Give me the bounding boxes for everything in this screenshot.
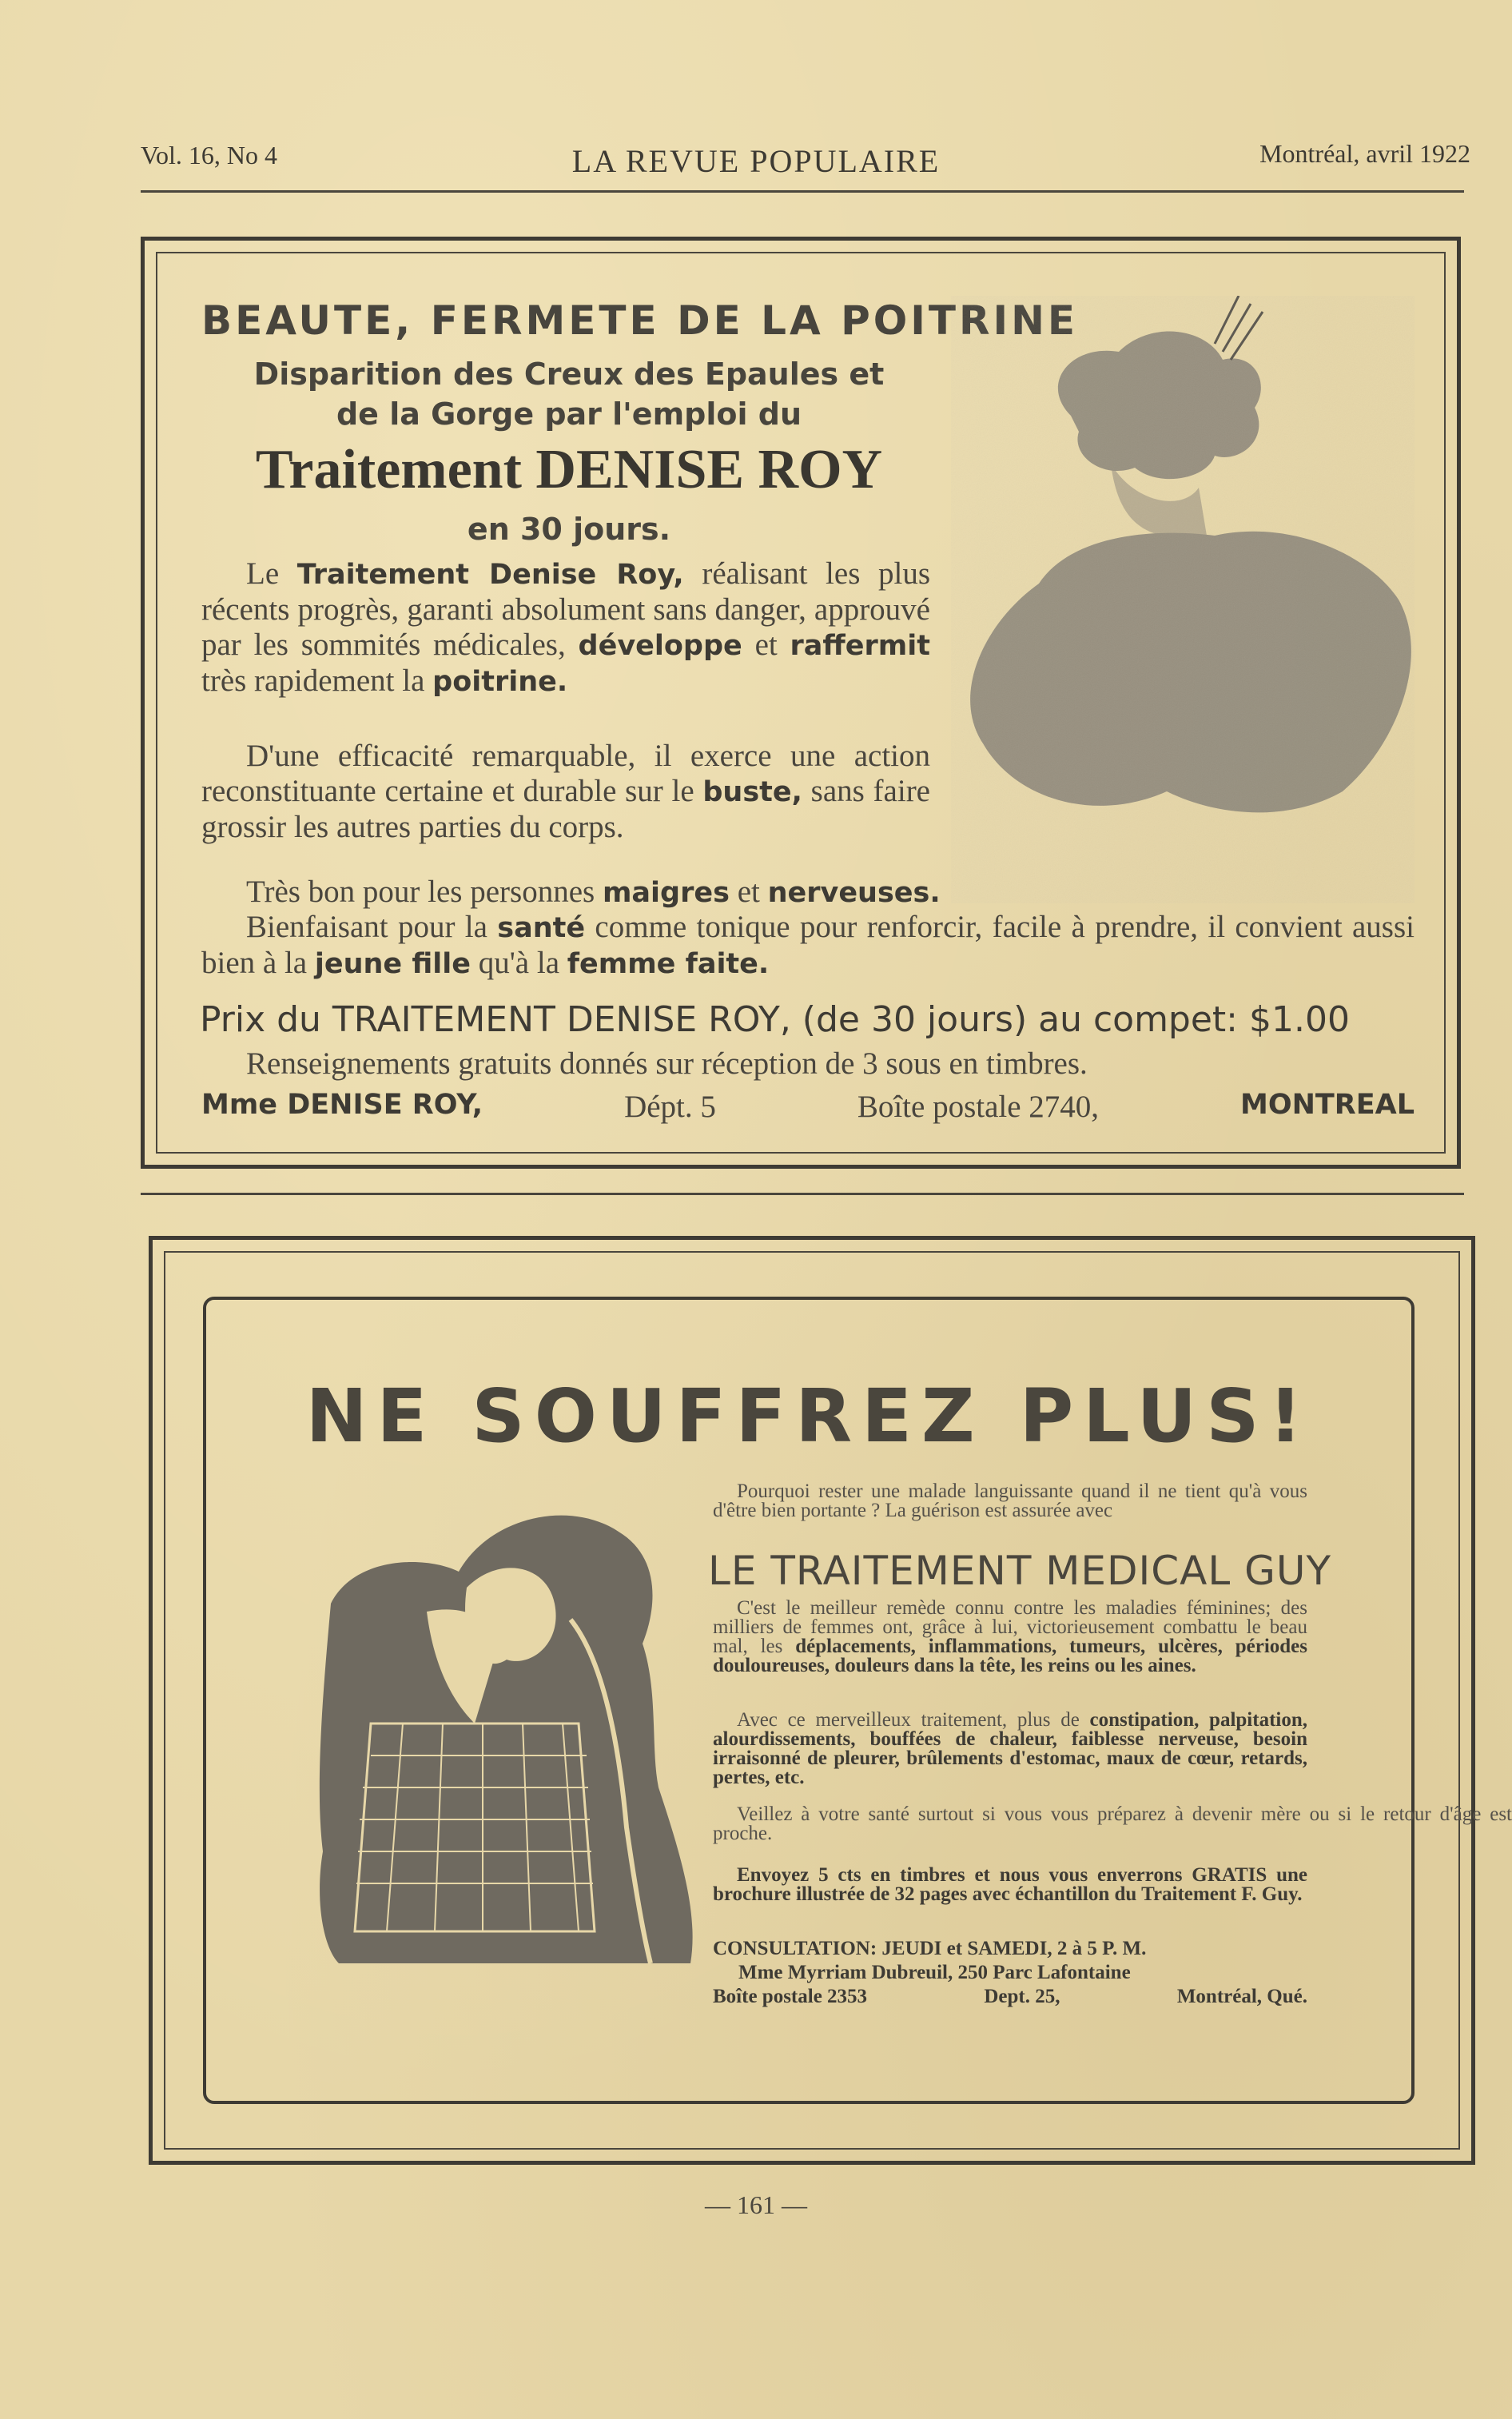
woman-in-chair-illustration <box>307 1484 706 1984</box>
header-rule <box>141 190 1464 193</box>
ad2-address-city: Montréal, Qué. <box>1176 1986 1307 2007</box>
ad1-subhead-line2: de la Gorge par l'emploi du <box>336 397 802 432</box>
page-number: — 161 — <box>705 2190 807 2219</box>
ad2-product-name: LE TRAITEMENT MEDICAL GUY <box>708 1548 1331 1594</box>
ad2-paragraph-1: C'est le meilleur remède connu contre les maladies féminines; des milliers de femmes ont, grâce à lui, victorieusement combattu le beau mal, les déplacements, inflammations, tumeurs, ulcères, périodes douloureuses, douleurs dans la tête, les reins ou les aines. <box>713 1597 1307 1676</box>
ad1-price: Prix du TRAITEMENT DENISE ROY, (de 30 jours) au compet: $1.00 <box>200 999 1350 1040</box>
ad2-paragraph-2: Avec ce merveilleux traitement, plus de constipation, palpitation, alourdissements, bouffées de chaleur, faiblesse nerveuse, besoin irraisonné de pleurer, brûlements d'estomac, maux de cœur, retards, pertes, etc. <box>713 1709 1307 1788</box>
ad1-paragraph-4: Bienfaisant pour la santé comme tonique pour renforcir, facile à prendre, il convient aussi bien à la jeune fille qu'à la femme faite. <box>201 910 1415 980</box>
section-rule <box>141 1193 1464 1195</box>
ad2-address <box>713 1986 1307 2008</box>
ad2-headline: NE SOUFFREZ PLUS! <box>305 1373 1312 1459</box>
ad1-address-dept: Dépt. 5 <box>624 1090 716 1124</box>
ad2-address-name: Mme Myrriam Dubreuil, 250 Parc Lafontaine <box>738 1962 1131 1983</box>
ad2-consultation-hours: CONSULTATION: JEUDI et SAMEDI, 2 à 5 P. M. <box>713 1938 1147 1959</box>
ad1-duration: en 30 jours. <box>467 512 671 547</box>
ad2-address-box: Boîte postale 2353 <box>713 1986 868 2007</box>
ad1-info-line: Renseignements gratuits donnés sur réception de 3 sous en timbres. <box>246 1046 1088 1081</box>
ad1-paragraph-2: D'une efficacité remarquable, il exerce une action reconstituante certaine et durable sur le buste, sans faire grossir les autres parties du corps. <box>201 739 930 844</box>
magazine-title: LA REVUE POPULAIRE <box>571 143 941 179</box>
ad1-headline: BEAUTE, FERMETE DE LA POITRINE <box>201 297 1079 344</box>
ad2-paragraph-4: Envoyez 5 cts en timbres et nous vous enverrons GRATIS une brochure illustrée de 32 pages avec échantillon du Traitement F. Guy. <box>713 1864 1307 1905</box>
ad1-address-name: Mme DENISE ROY, <box>201 1089 483 1121</box>
ad1-address-city: MONTREAL <box>1240 1089 1415 1121</box>
issue-volume: Vol. 16, No 4 <box>141 141 277 169</box>
ad1-paragraph-1: Le Traitement Denise Roy, réalisant les plus récents progrès, garanti absolument sans danger, approuvé par les sommités médicales, développe et raffermit très rapidement la poitrine. <box>201 556 930 698</box>
ad2-paragraph-3: Veillez à votre santé surtout si vous vous préparez à devenir mère ou si le retour d'âge est proche. <box>713 1803 1512 1844</box>
ad1-product-name: Traitement DENISE ROY <box>255 439 883 500</box>
ad1-address-box: Boîte postale 2740, <box>857 1090 1100 1124</box>
ad2-intro: Pourquoi rester une malade languissante quand il ne tient qu'à vous d'être bien portante ? La guérison est assurée avec <box>713 1480 1307 1521</box>
ad1-subhead-line1: Disparition des Creux des Epaules et <box>253 357 885 392</box>
woman-bust-illustration <box>951 296 1415 903</box>
ad1-paragraph-3: Très bon pour les personnes maigres et nerveuses. <box>246 875 941 909</box>
issue-date: Montréal, avril 1922 <box>1259 139 1470 168</box>
ad1-address <box>201 1089 1415 1125</box>
ad2-address-dept: Dept. 25, <box>984 1986 1060 2007</box>
